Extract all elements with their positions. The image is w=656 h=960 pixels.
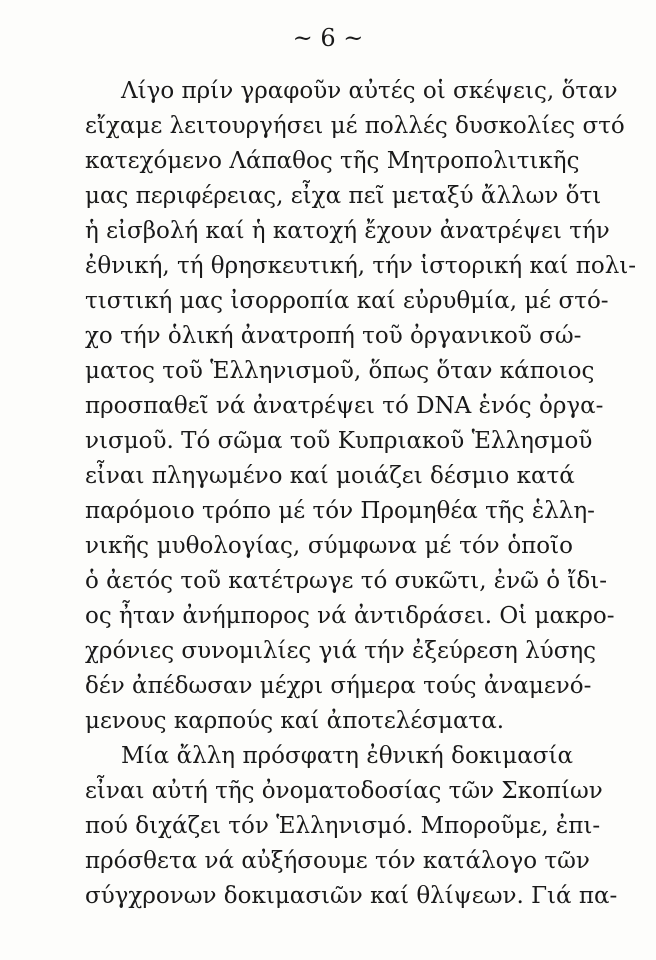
text-line: χο τήν ὁλική ἀνατροπή τοῦ ὀργανικοῦ σώ- (85, 323, 582, 349)
text-line: πρόσθετα νά αὐξήσουμε τόν κατάλογο τῶν (85, 848, 590, 874)
text-line: νικῆς μυθολογίας, σύμφωνα μέ τόν ὁποῖο (85, 533, 573, 559)
text-line: εἴχαμε λειτουργήσει μέ πολλές δυσκολίες στό (85, 113, 625, 139)
text-line: μενους καρπούς καί ἀποτελέσματα. (85, 708, 505, 734)
text-line: ος ἦταν ἀνήμπορος νά ἀντιδράσει. Οἱ μακρο- (85, 603, 615, 629)
page-number: ~ 6 ~ (292, 24, 364, 52)
text-line: ματος τοῦ Ἑλληνισμοῦ, ὅπως ὅταν κάποιος (85, 358, 595, 384)
text-line: Λίγο πρίν γραφοῦν αὐτές οἱ σκέψεις, ὅταν (121, 78, 618, 104)
text-line: ἐθνική, τή θρησκευτική, τήν ἱστορική καί πολι- (85, 253, 637, 279)
text-line: ἡ εἰσβολή καί ἡ κατοχή ἔχουν ἀνατρέψει τήν (85, 218, 610, 244)
text-line: πού διχάζει τόν Ἑλληνισμό. Μποροῦμε, ἐπι- (85, 813, 601, 839)
paragraph (85, 739, 618, 914)
text-line: προσπαθεῖ νά ἀνατρέψει τό DNA ἑνός ὀργα- (85, 393, 604, 419)
text-line: νισμοῦ. Τό σῶμα τοῦ Κυπριακοῦ Ἑλλησμοῦ (85, 428, 593, 454)
text-line: παρόμοιο τρόπο μέ τόν Προμηθέα τῆς ἑλλη- (85, 498, 595, 524)
text-line: σύγχρονων δοκιμασιῶν καί θλίψεων. Γιά πα- (85, 883, 618, 909)
paragraph (85, 74, 637, 739)
text-line: τιστική μας ἰσορροπία καί εὐρυθμία, μέ στό- (85, 288, 609, 314)
text-line: δέν ἀπέδωσαν μέχρι σήμερα τούς ἀναμενό- (85, 673, 592, 699)
text-line: Μία ἄλλη πρόσφατη ἐθνική δοκιμασία (121, 743, 573, 769)
text-line: χρόνιες συνομιλίες γιά τήν ἐξεύρεση λύσης (85, 638, 597, 664)
text-line: εἶναι πληγωμένο καί μοιάζει δέσμιο κατά (85, 463, 575, 489)
text-line: ὁ ἀετός τοῦ κατέτρωγε τό συκῶτι, ἐνῶ ὁ ἴδι- (85, 568, 608, 594)
body-text (85, 74, 637, 914)
text-line: εἶναι αὐτή τῆς ὀνοματοδοσίας τῶν Σκοπίων (85, 778, 603, 804)
text-line: κατεχόμενο Λάπαθος τῆς Μητροπολιτικῆς (85, 148, 580, 174)
text-line: μας περιφέρειας, εἶχα πεῖ μεταξύ ἄλλων ὅτι (85, 183, 602, 209)
